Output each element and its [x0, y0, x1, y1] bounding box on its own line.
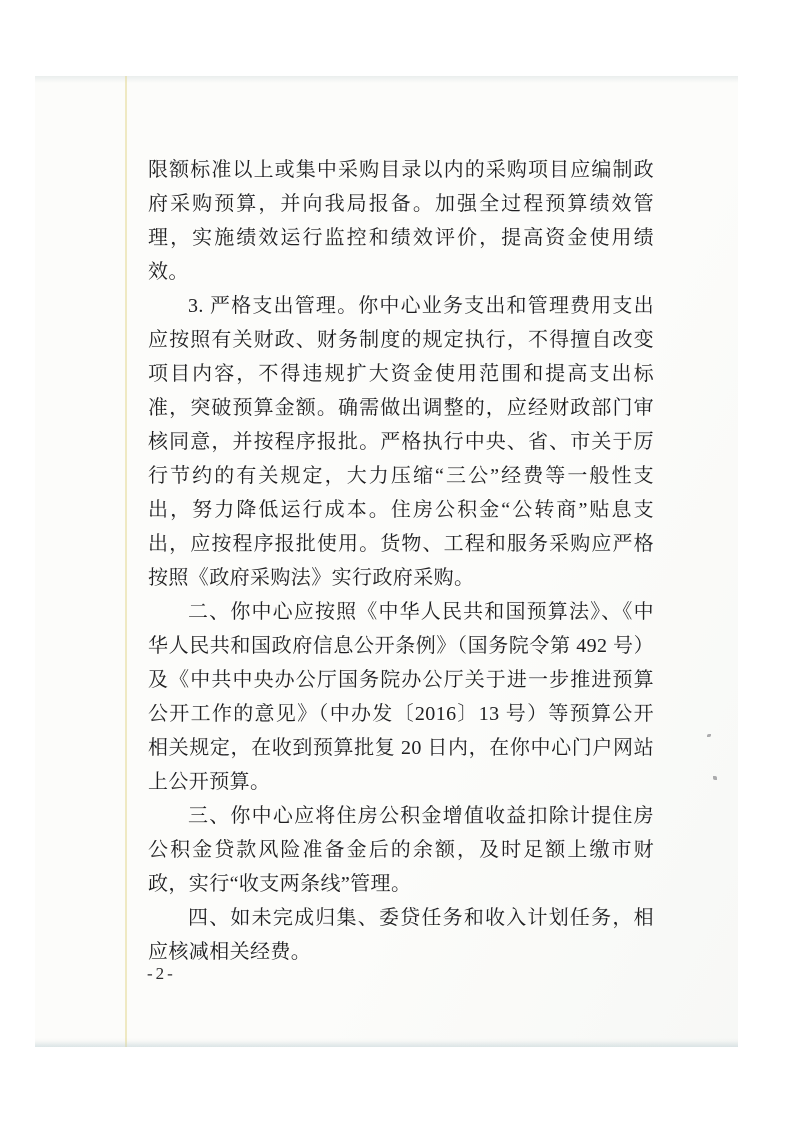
- scan-edge-smudge: [35, 1041, 738, 1047]
- paragraph: 二、你中心应按照《中华人民共和国预算法》、《中华人民共和国政府信息公开条例》（国务院令第 492 号）及《中共中央办公厅国务院办公厅关于进一步推进预算公开工作的意见》（中办发〔2016〕13 号）等预算公开相关规定，在收到预算批复 20 日内，在你中心门户网站上公开预算。: [148, 601, 654, 793]
- paragraph: 三、你中心应将住房公积金增值收益扣除计提住房公积金贷款风险准备金后的余额，及时足额上缴市财政，实行“收支两条线”管理。: [148, 805, 654, 895]
- scan-speck: [707, 734, 711, 737]
- document-body: [148, 153, 654, 969]
- scan-speck: [713, 776, 717, 780]
- fold-line: [125, 76, 127, 1047]
- paragraph: 限额标准以上或集中采购目录以内的采购项目应编制政府采购预算，并向我局报备。加强全过程预算绩效管理，实施绩效运行监控和绩效评价，提高资金使用绩效。: [148, 159, 654, 283]
- paragraph: 四、如未完成归集、委贷任务和收入计划任务，相应核减相关经费。: [148, 907, 654, 963]
- page-number: -2-: [147, 964, 176, 983]
- scanned-page: [35, 76, 738, 1047]
- paragraph: 3. 严格支出管理。你中心业务支出和管理费用支出应按照有关财政、财务制度的规定执行，不得擅自改变项目内容，不得违规扩大资金使用范围和提高支出标准，突破预算金额。确需做出调整的，应经财政部门审核同意，并按程序报批。严格执行中央、省、市关于厉行节约的有关规定，大力压缩“三公”经费等一般性支出，努力降低运行成本。住房公积金“公转商”贴息支出，应按程序报批使用。货物、工程和服务采购应严格按照《政府采购法》实行政府采购。: [148, 295, 654, 589]
